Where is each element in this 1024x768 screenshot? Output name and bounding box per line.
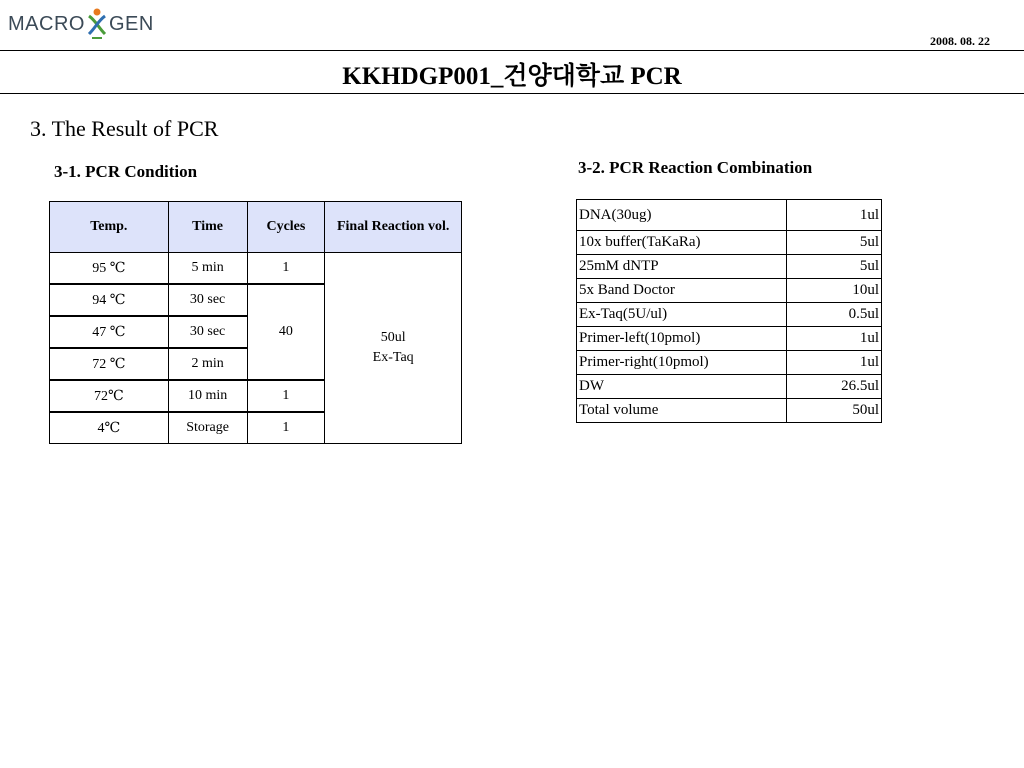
table-row	[577, 351, 882, 375]
enzyme-value: Ex-Taq	[372, 350, 414, 365]
table-row	[50, 253, 462, 285]
time-cell: 10 min	[168, 380, 247, 412]
temp-cell: 4℃	[50, 412, 169, 444]
component-cell: 5x Band Doctor	[577, 279, 787, 303]
table-row	[577, 375, 882, 399]
company-logo	[8, 6, 154, 42]
table-header-row	[50, 202, 462, 253]
amount-cell: 5ul	[787, 255, 882, 279]
logo-figure-icon	[86, 7, 108, 41]
component-cell: Primer-left(10pmol)	[577, 327, 787, 351]
document-date: 2008. 08. 22	[930, 34, 990, 48]
temp-cell: 94 ℃	[50, 284, 169, 316]
column-header-time: Time	[168, 202, 247, 253]
component-cell: DW	[577, 375, 787, 399]
column-header-final-volume: Final Reaction vol.	[325, 202, 462, 253]
header-bottom-rule	[0, 93, 1024, 94]
table-row	[577, 399, 882, 423]
time-cell: 2 min	[168, 348, 247, 380]
header-top-rule	[0, 50, 1024, 51]
amount-cell: 1ul	[787, 200, 882, 231]
time-cell: Storage	[168, 412, 247, 444]
section-heading: 3. The Result of PCR	[30, 116, 219, 141]
component-cell: Total volume	[577, 399, 787, 423]
amount-cell: 1ul	[787, 351, 882, 375]
amount-cell: 26.5ul	[787, 375, 882, 399]
cycles-cell: 1	[247, 412, 325, 444]
pcr-combination-heading: 3-2. PCR Reaction Combination	[578, 158, 813, 177]
amount-cell: 50ul	[787, 399, 882, 423]
component-cell: Primer-right(10pmol)	[577, 351, 787, 375]
table-row	[577, 327, 882, 351]
time-cell: 30 sec	[168, 284, 247, 316]
component-cell: DNA(30ug)	[577, 200, 787, 231]
cycles-cell: 40	[247, 284, 325, 380]
pcr-combination-table	[576, 199, 882, 423]
time-cell: 5 min	[168, 253, 247, 285]
temp-cell: 95 ℃	[50, 253, 169, 285]
component-cell: 10x buffer(TaKaRa)	[577, 231, 787, 255]
table-row	[577, 200, 882, 231]
amount-cell: 10ul	[787, 279, 882, 303]
cycles-cell: 1	[247, 380, 325, 412]
final-volume-cell	[325, 253, 462, 444]
logo-text-left: MACRO	[8, 12, 85, 35]
temp-cell: 72℃	[50, 380, 169, 412]
table-row	[577, 279, 882, 303]
component-cell: Ex-Taq(5U/ul)	[577, 303, 787, 327]
temp-cell: 47 ℃	[50, 316, 169, 348]
logo-text-right: GEN	[108, 12, 154, 35]
pcr-condition-heading: 3-1. PCR Condition	[54, 162, 198, 181]
table-row	[577, 231, 882, 255]
pcr-condition-table	[49, 201, 462, 444]
table-row	[577, 303, 882, 327]
temp-cell: 72 ℃	[50, 348, 169, 380]
component-cell: 25mM dNTP	[577, 255, 787, 279]
column-header-temp: Temp.	[50, 202, 169, 253]
cycles-cell: 1	[247, 253, 325, 285]
page-title: KKHDGP001_건양대학교 PCR	[342, 63, 682, 90]
amount-cell: 0.5ul	[787, 303, 882, 327]
final-volume-value: 50ul	[380, 330, 406, 345]
amount-cell: 1ul	[787, 327, 882, 351]
amount-cell: 5ul	[787, 231, 882, 255]
table-row	[577, 255, 882, 279]
column-header-cycles: Cycles	[247, 202, 325, 253]
time-cell: 30 sec	[168, 316, 247, 348]
